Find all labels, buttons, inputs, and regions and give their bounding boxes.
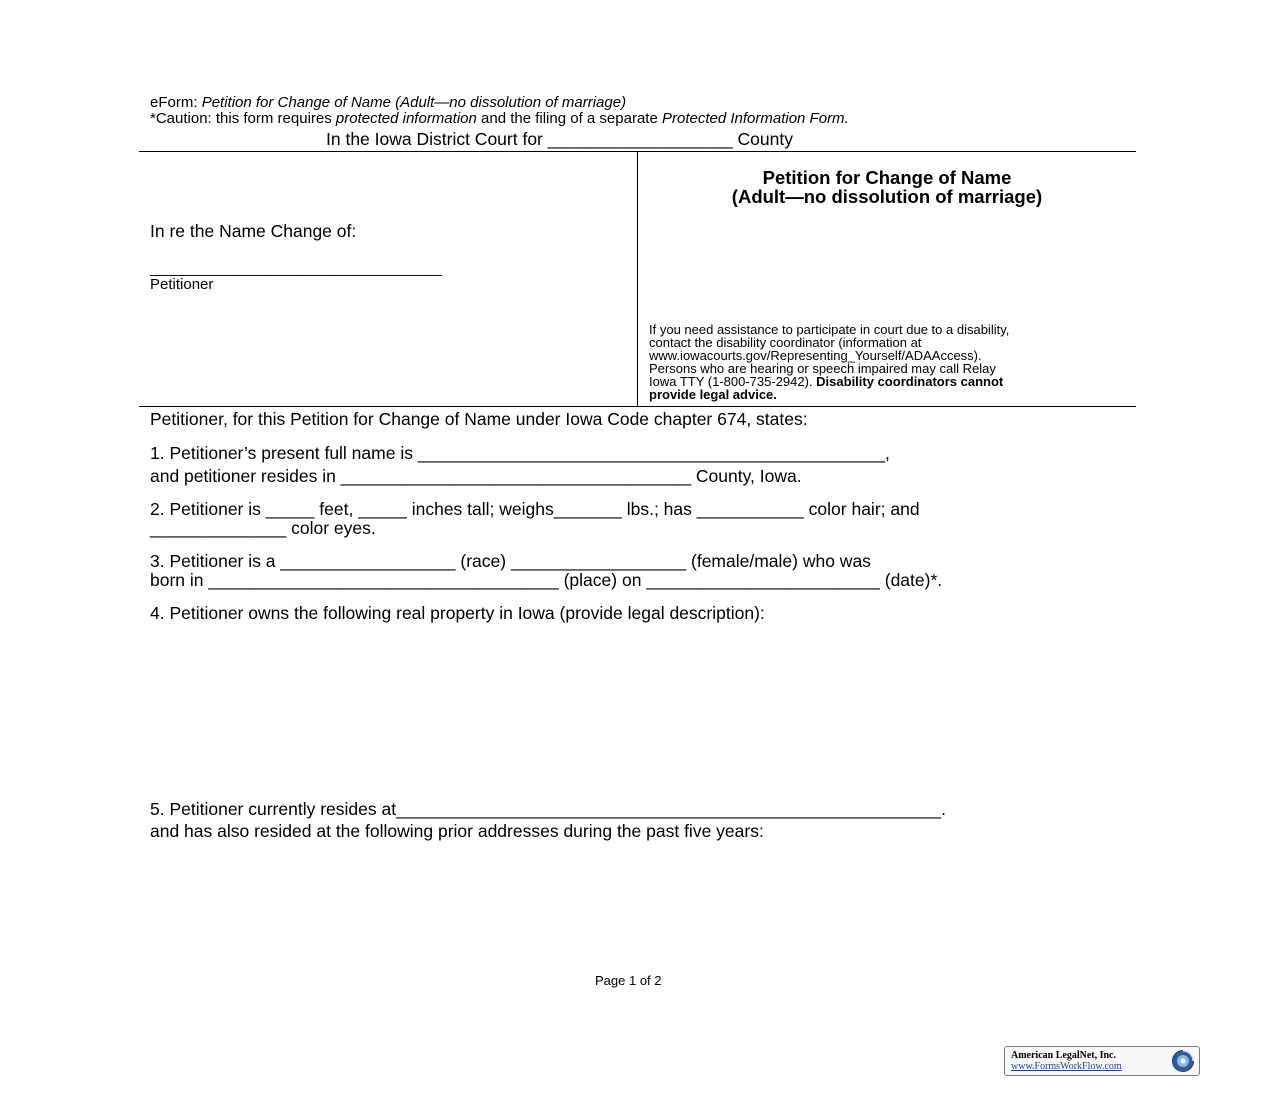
forms-workflow-link[interactable]: www.FormsWorkFlow.com: [1011, 1061, 1122, 1072]
eform-title: Petition for Change of Name (Adult—no dissolution of marriage): [201, 94, 627, 111]
intro-statement: Petitioner, for this Petition for Change of Name under Iowa Code chapter 674, states:: [150, 409, 808, 429]
item-4-real-property: 4. Petitioner owns the following real property in Iowa (provide legal description):: [150, 603, 765, 623]
american-legalnet-logo[interactable]: American LegalNet, Inc. www.FormsWorkFlow.com: [1004, 1046, 1200, 1076]
item-1-county-field[interactable]: and petitioner resides in ____________________________________ County, Iowa.: [150, 466, 802, 486]
form-title-line1: Petition for Change of Name: [762, 167, 1012, 188]
eform-line: eForm: Petition for Change of Name (Adult—no dissolution of marriage): [150, 94, 627, 111]
petitioner-label: Petitioner: [150, 276, 214, 293]
court-line: In the Iowa District Court for ___________________ County: [326, 129, 793, 149]
in-re-label: In re the Name Change of:: [150, 221, 357, 241]
item-2-eye-color-field[interactable]: ______________ color eyes.: [150, 518, 376, 538]
caution-line: *Caution: this form requires protected information and the filing of a separate Protected Information Form.: [150, 110, 849, 127]
item-2-physical-field[interactable]: 2. Petitioner is _____ feet, _____ inches tall; weighs_______ lbs.; has ___________ color hair; and: [150, 499, 920, 519]
item-1-name-field[interactable]: 1. Petitioner’s present full name is ________________________________________________,: [150, 443, 890, 463]
item-3-birth-field[interactable]: born in ____________________________________ (place) on ________________________ (date)*.: [150, 570, 943, 590]
item-5-residence-field[interactable]: 5. Petitioner currently resides at________________________________________________________.: [150, 799, 946, 819]
caption-bottom-rule: [139, 406, 1136, 407]
globe-icon: [1171, 1049, 1195, 1073]
form-title-line2: (Adult—no dissolution of marriage): [731, 186, 1043, 207]
item-3-race-sex-field[interactable]: 3. Petitioner is a __________________ (race) __________________ (female/male) who was: [150, 551, 871, 571]
item-5-prior-addresses: and has also resided at the following prior addresses during the past five years:: [150, 821, 764, 841]
petitioner-name-field[interactable]: ___________________________________: [150, 260, 442, 277]
page-number: Page 1 of 2: [595, 973, 662, 988]
ada-notice: If you need assistance to participate in court due to a disability, contact the disability coordinator (information at www.iowacourts.gov/Representing_Yourself/ADAAccess). Persons who are hearing or speech impaired may call Relay Iowa TTY (1-800-735-2942). Disability coordinators cannot provide legal advice.: [649, 322, 1010, 402]
